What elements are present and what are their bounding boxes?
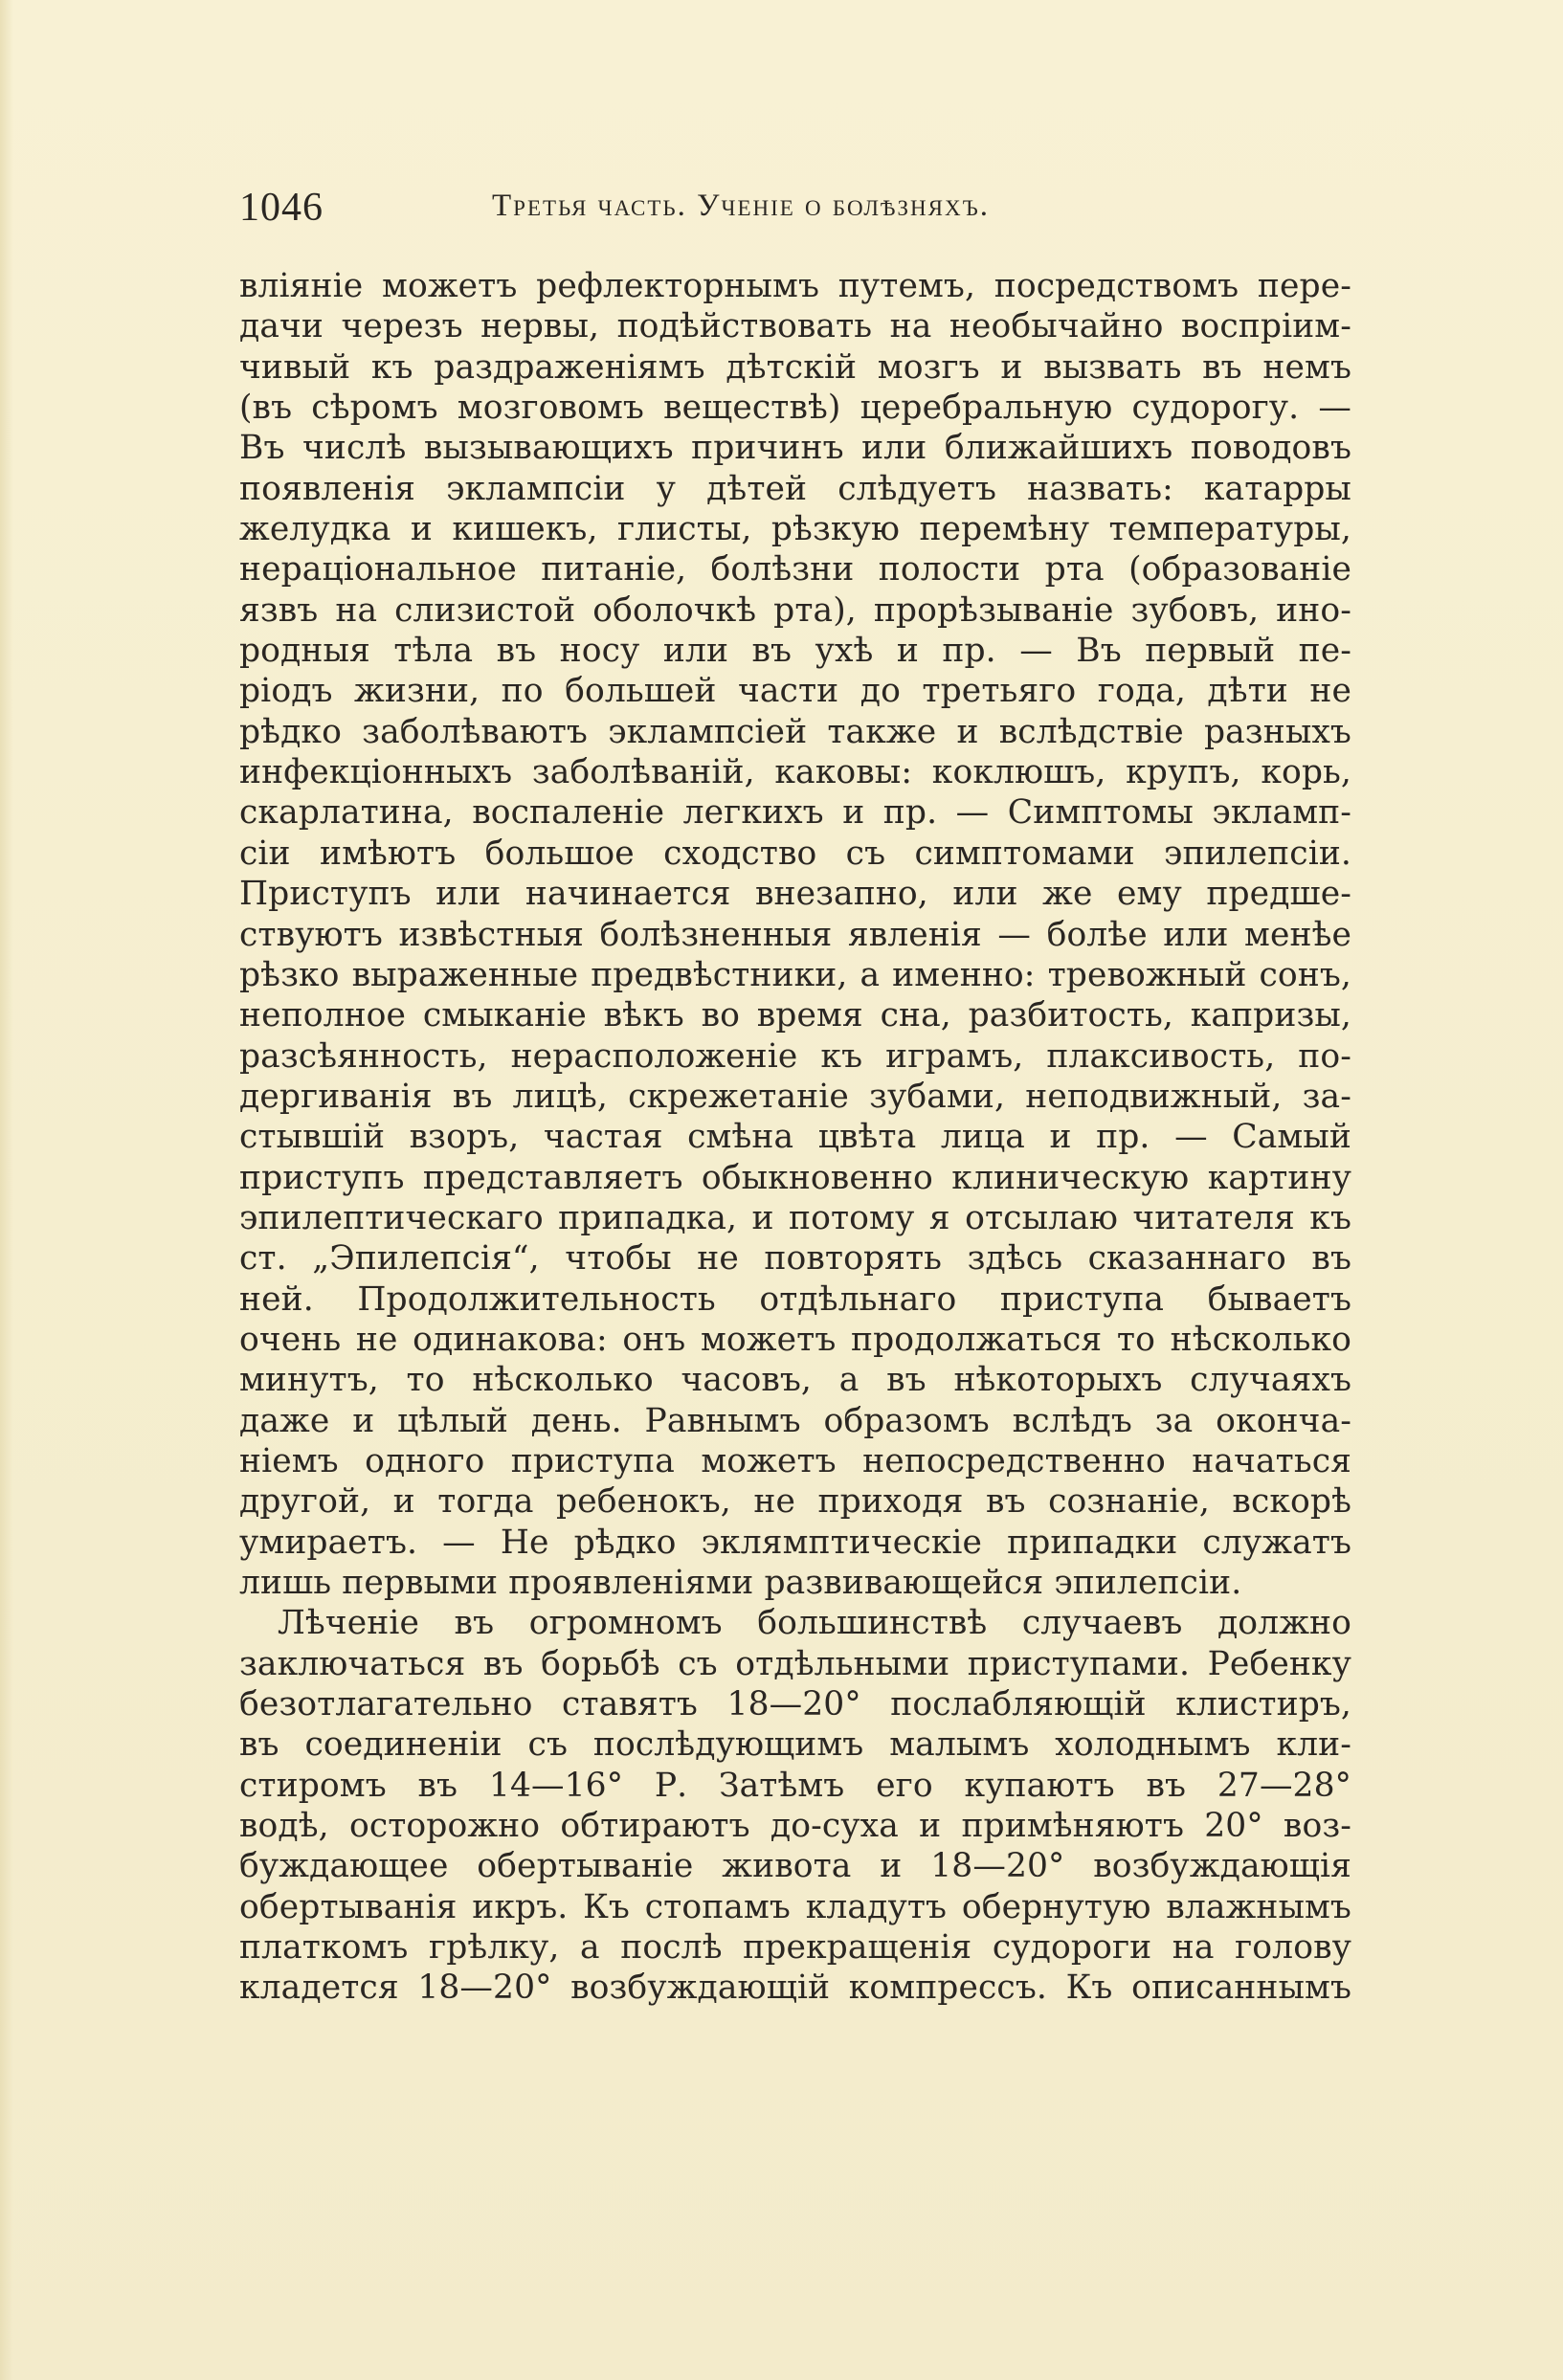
text-line: ней. Продолжительность отдѣльнаго приступа бываетъ: [239, 1279, 1351, 1319]
text-line: скарлатина, воспаленіе легкихъ и пр. — Симптомы экламп-: [239, 793, 1351, 833]
text-line: платкомъ грѣлку, а послѣ прекращенія судороги на голову: [239, 1928, 1351, 1968]
text-line: безотлагательно ставятъ 18—20° послабляющій клистиръ,: [239, 1685, 1351, 1724]
text-line: буждающее обертываніе живота и 18—20° возбуждающія: [239, 1847, 1351, 1886]
text-line: разсѣянность, нерасположеніе къ играмъ, плаксивость, по-: [239, 1036, 1351, 1076]
text-line: ріодъ жизни, по большей части до третьяго года, дѣти не: [239, 672, 1351, 711]
text-line: лишь первыми проявленіями развивающейся эпилепсіи.: [239, 1564, 1242, 1602]
text-line: эпилептическаго припадка, и потому я отсылаю читателя къ: [239, 1198, 1351, 1237]
text-line: даже и цѣлый день. Равнымъ образомъ вслѣдъ за оконча-: [239, 1401, 1351, 1440]
text-line: стиромъ въ 14—16° Р. Затѣмъ его купаютъ въ 27—28°: [239, 1766, 1351, 1805]
text-line: появленія эклампсіи у дѣтей слѣдуетъ назвать: катарры: [239, 469, 1351, 508]
text-line: стывшій взоръ, частая смѣна цвѣта лица и пр. — Самый: [239, 1118, 1351, 1157]
body-text: [239, 266, 1351, 2009]
text-line: инфекціонныхъ заболѣваній, каковы: коклюшъ, крупъ, корь,: [239, 753, 1351, 792]
text-line: ст. „Эпилепсія“, чтобы не повторять здѣсь сказаннаго въ: [239, 1239, 1351, 1279]
text-line: неполное смыканіе вѣкъ во время сна, разбитость, капризы,: [239, 996, 1351, 1035]
text-line: Въ числѣ вызывающихъ причинъ или ближайшихъ поводовъ: [239, 429, 1351, 468]
text-line: вліяніе можетъ рефлекторнымъ путемъ, посредствомъ пере-: [239, 267, 1351, 305]
text-line: обертыванія икръ. Къ стопамъ кладутъ обернутую влажнымъ: [239, 1887, 1351, 1926]
text-line: ніемъ одного приступа можетъ непосредственно начаться: [239, 1441, 1351, 1480]
text-line: язвъ на слизистой оболочкѣ рта), прорѣзываніе зубовъ, ино-: [239, 590, 1351, 630]
text-line: желудка и кишекъ, глисты, рѣзкую перемѣну температуры,: [239, 510, 1351, 549]
text-line: родныя тѣла въ носу или въ ухѣ и пр. — Въ первый пе-: [239, 632, 1351, 671]
text-line: минутъ, то нѣсколько часовъ, а въ нѣкоторыхъ случаяхъ: [239, 1361, 1351, 1400]
page-edge-shadow: [0, 0, 13, 2380]
text-line: рѣдко заболѣваютъ эклампсіей также и вслѣдствіе разныхъ: [239, 712, 1351, 751]
text-line: ствуютъ извѣстныя болѣзненныя явленія — болѣе или менѣе: [239, 915, 1351, 954]
text-line: водѣ, осторожно обтираютъ до-суха и примѣняютъ 20° воз-: [239, 1807, 1351, 1846]
text-line: заключаться въ борьбѣ съ отдѣльными приступами. Ребенку: [239, 1644, 1351, 1683]
text-line: рѣзко выраженные предвѣстники, а именно: тревожный сонъ,: [239, 955, 1351, 994]
text-line: другой, и тогда ребенокъ, не приходя въ сознаніе, вскорѣ: [239, 1482, 1351, 1522]
text-line: (въ сѣромъ мозговомъ веществѣ) церебральную судорогу. —: [239, 389, 1351, 428]
text-line: очень не одинакова: онъ можетъ продолжаться то нѣсколько: [239, 1320, 1351, 1359]
text-line: Лѣченіе въ огромномъ большинствѣ случаевъ должно: [278, 1604, 1351, 1643]
text-line: Приступъ или начинается внезапно, или же ему предше-: [239, 875, 1351, 914]
text-line: кладется 18—20° возбуждающій компрессъ. Къ описаннымъ: [239, 1969, 1351, 2008]
text-line: приступъ представляетъ обыкновенно клиническую картину: [239, 1158, 1351, 1197]
text-line: дергиванія въ лицѣ, скрежетаніе зубами, неподвижный, за-: [239, 1077, 1351, 1116]
text-line: нераціональное питаніе, болѣзни полости рта (образованіе: [239, 550, 1351, 589]
text-line: дачи черезъ нервы, подѣйствовать на необычайно воспріим-: [239, 307, 1351, 346]
text-line: въ соединеніи съ послѣдующимъ малымъ холоднымъ кли-: [239, 1725, 1351, 1765]
text-line: сіи имѣютъ большое сходство съ симптомами эпилепсіи.: [239, 834, 1351, 873]
running-head: [239, 185, 1350, 233]
page-number: 1046: [239, 186, 324, 230]
text-line: умираетъ. — Не рѣдко эклямптическіе припадки служатъ: [239, 1523, 1351, 1562]
running-title: Третья часть. Ученіе о болѣзняхъ.: [492, 189, 991, 223]
text-line: чивый къ раздраженіямъ дѣтскій мозгъ и вызвать въ немъ: [239, 347, 1351, 387]
